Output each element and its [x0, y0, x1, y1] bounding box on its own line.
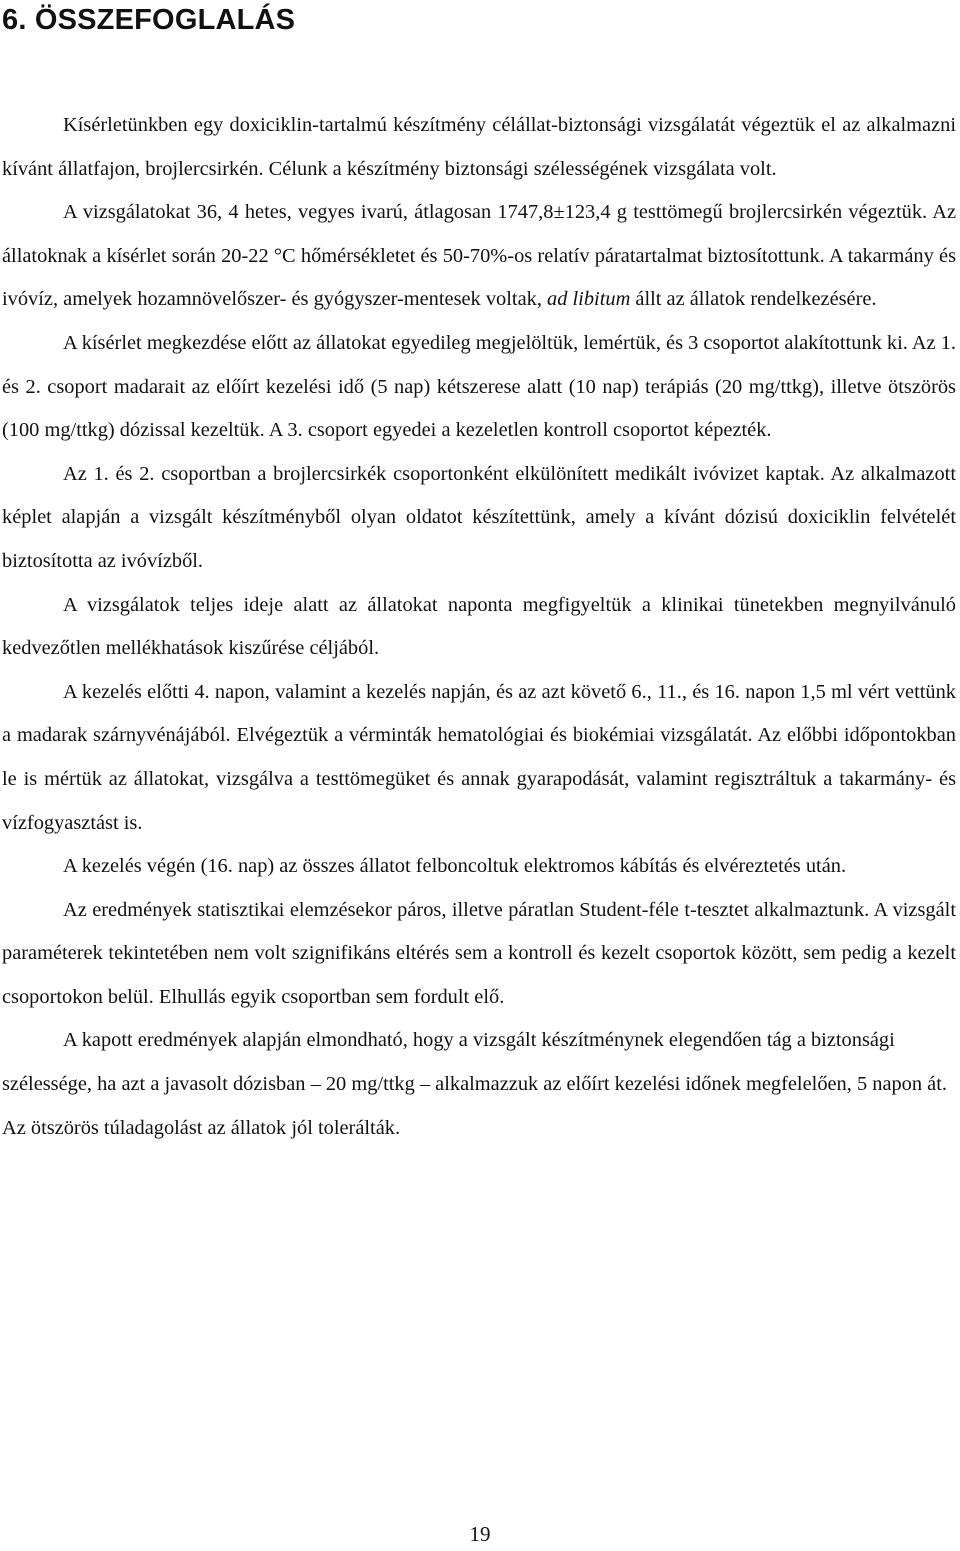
paragraph-5	[2, 584, 956, 671]
paragraph-9-text: A kapott eredmények alapján elmondható, hogy a vizsgált készítménynek elegendően tág a biztonsági szélessége, ha azt a javasolt dózisban – 20 mg/ttkg – alkalmazzuk az előírt kezelési időnek megfelelően, 5 napon át. Az ötszörös túladagolást az állatok jól tolerálták.	[2, 1029, 947, 1139]
paragraph-3-text: A kísérlet megkezdése előtt az állatokat egyedileg megjelöltük, lemértük, és 3 csoportot alakítottunk ki. Az 1. és 2. csoport madarait az előírt kezelési idő (5 nap) kétszerese alatt (10 nap) terápiás (20 mg/ttkg), illetve ötszörös (100 mg/ttkg) dózissal kezeltük. A 3. csoport egyedei a kezeletlen kontroll csoportot képezték.	[2, 331, 956, 442]
paragraph-2-text-end: állt az állatok rendelkezésére.	[635, 288, 877, 311]
paragraph-2	[2, 191, 956, 322]
paragraph-4	[2, 453, 956, 584]
paragraph-5-text: A vizsgálatok teljes ideje alatt az állatokat naponta megfigyeltük a klinikai tünetekben megnyilvánuló kedvezőtlen mellékhatások kiszűrése céljából.	[2, 593, 956, 660]
page-number: 19	[469, 1522, 491, 1546]
section-heading: 6. ÖSSZEFOGLALÁS	[2, 4, 296, 36]
paragraph-1	[2, 104, 956, 191]
paragraph-9	[2, 1019, 956, 1150]
paragraph-3	[2, 322, 956, 453]
paragraph-6-text: A kezelés előtti 4. napon, valamint a kezelés napján, és az azt követő 6., 11., és 16. napon 1,5 ml vért vettünk a madarak szárnyvénájából. Elvégeztük a vérminták hematológiai és biokémiai vizsgálatát. Az előbbi időpontokban le is mértük az állatokat, vizsgálva a testtömegüket és annak gyarapodását, valamint regisztráltuk a takarmány- és vízfogyasztást is.	[2, 680, 956, 834]
paragraph-8-text: Az eredmények statisztikai elemzésekor páros, illetve páratlan Student-féle t-tesztet alkalmaztunk. A vizsgált paraméterek tekintetében nem volt szignifikáns eltérés sem a kontroll és kezelt csoportok között, sem pedig a kezelt csoportokon belül. Elhullás egyik csoportban sem fordult elő.	[2, 898, 956, 1008]
paragraph-2-text: A vizsgálatokat 36, 4 hetes, vegyes ivarú, átlagosan 1747,8±123,4 g testtömegű brojlercsirkén végeztük. Az állatoknak a kísérlet során 20-22 °C hőmérsékletet és 50-70%-os relatív páratartalmat biztosítottunk. A takarmány és ivóvíz, amelyek hozamnövelőszer- és gyógyszer-mentesek voltak,	[2, 201, 956, 311]
paragraph-4-text: Az 1. és 2. csoportban a brojlercsirkék csoportonként elkülönített medikált ivóvizet kaptak. Az alkalmazott képlet alapján a vizsgált készítményből olyan oldatot készítettünk, amely a kívánt dózisú doxiciklin felvételét biztosította az ivóvízből.	[2, 462, 956, 572]
paragraph-8	[2, 889, 956, 1020]
summary-body	[2, 104, 956, 1150]
paragraph-7	[2, 845, 956, 889]
paragraph-6	[2, 671, 956, 845]
paragraph-1-text: Kísérletünkben egy doxiciklin-tartalmú készítmény célállat-biztonsági vizsgálatát végeztük el az alkalmazni kívánt állatfajon, brojlercsirkén. Célunk a készítmény biztonsági szélességének vizsgálata volt.	[2, 114, 956, 180]
paragraph-7-text: A kezelés végén (16. nap) az összes állatot felboncoltuk elektromos kábítás és elvéreztetés után.	[63, 855, 847, 878]
paragraph-2-italic-term: ad libitum	[547, 288, 631, 311]
